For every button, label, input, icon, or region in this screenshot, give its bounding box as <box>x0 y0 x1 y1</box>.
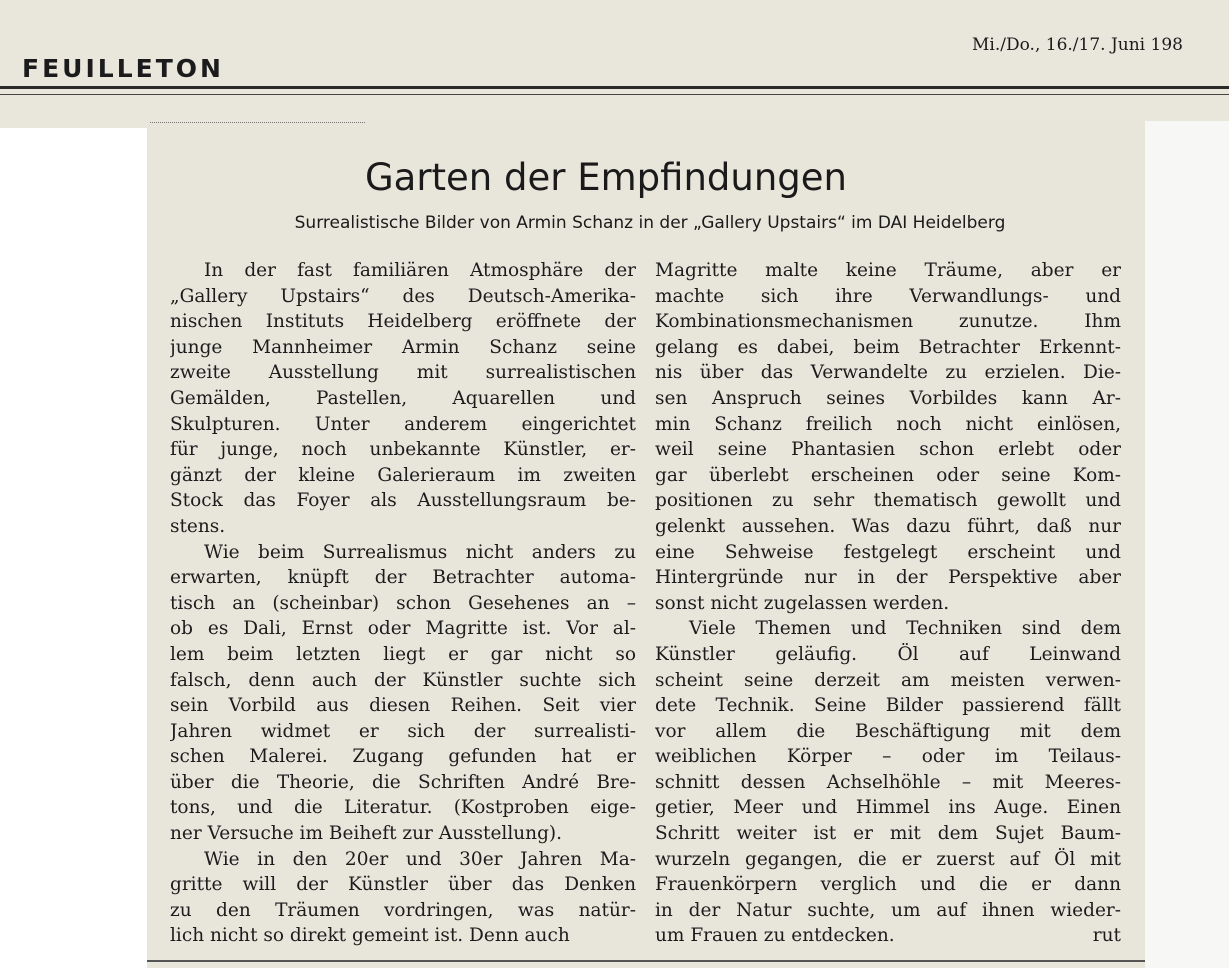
text-line-content: für junge, noch unbekannte Künstler, er- <box>170 439 636 461</box>
text-line <box>655 693 1121 719</box>
text-line <box>170 463 636 489</box>
text-line-content: sonst nicht zugelassen werden. <box>655 592 950 614</box>
text-line-content: Frauenkörpern verglich und die er dann <box>655 874 1121 896</box>
text-line-content: sein Vorbild aus diesen Reihen. Seit vier <box>170 695 636 717</box>
text-line-content: schen Malerei. Zugang gefunden hat er <box>170 746 636 768</box>
header-rule-thin <box>0 94 1229 95</box>
text-line-content: Wie in den 20er und 30er Jahren Ma- <box>204 848 636 870</box>
text-line-content: schnitt dessen Achselhöhle – mit Meeres- <box>655 771 1121 793</box>
text-line-content: min Schanz freilich noch nicht einlösen, <box>655 413 1121 435</box>
text-line-content: Hintergründe nur in der Perspektive aber <box>655 567 1121 589</box>
text-line-content: gelang es dabei, beim Betrachter Erkennt- <box>655 336 1121 358</box>
text-line <box>655 591 1121 617</box>
text-line <box>655 770 1121 796</box>
text-line <box>655 923 1121 949</box>
text-line <box>655 437 1121 463</box>
text-line-content: tisch an (scheinbar) schon Gesehenes an – <box>170 592 636 614</box>
text-line <box>655 616 1121 642</box>
text-line-content: gritte will der Künstler über das Denken <box>170 874 636 896</box>
text-line <box>655 488 1121 514</box>
clipping-cut-line <box>150 122 365 123</box>
text-line <box>170 412 636 438</box>
text-line <box>170 514 636 540</box>
text-line-content: weil seine Phantasien schon erlebt oder <box>655 439 1121 461</box>
text-line <box>170 872 636 898</box>
scan-margin <box>1145 121 1229 968</box>
article-column-right <box>655 258 1121 949</box>
text-line <box>170 437 636 463</box>
text-line-content: scheint seine derzeit am meisten verwen- <box>655 669 1121 691</box>
text-line-content: um Frauen zu entdecken. <box>655 925 895 947</box>
text-line-content: lem beim letzten liegt er gar nicht so <box>170 643 636 665</box>
text-line-content: eine Sehweise festgelegt erscheint und <box>655 541 1121 563</box>
text-line-content: Skulpturen. Unter anderem eingerichtet <box>170 413 636 435</box>
text-line-content: getier, Meer und Himmel ins Auge. Einen <box>655 797 1121 819</box>
text-line <box>655 412 1121 438</box>
text-line <box>170 335 636 361</box>
text-line <box>655 847 1121 873</box>
text-line-content: weiblichen Körper – oder im Teilaus- <box>655 746 1121 768</box>
text-line-content: junge Mannheimer Armin Schanz seine <box>170 336 636 358</box>
text-line-content: sen Anspruch seines Vorbildes kann Ar- <box>655 387 1121 409</box>
text-line <box>170 591 636 617</box>
text-line <box>655 565 1121 591</box>
text-line <box>170 488 636 514</box>
text-line <box>655 463 1121 489</box>
text-line-content: wurzeln gegangen, die er zuerst auf Öl mit <box>655 848 1121 870</box>
text-line <box>170 744 636 770</box>
text-line-content: erwarten, knüpft der Betrachter automa- <box>170 567 636 589</box>
text-line <box>170 360 636 386</box>
section-label: FEUILLETON <box>22 54 224 83</box>
article-headline: Garten der Empfindungen <box>364 156 847 199</box>
text-line-content: falsch, denn auch der Künstler suchte sich <box>170 669 636 691</box>
text-line <box>655 872 1121 898</box>
text-line-content: zweite Ausstellung mit surrealistischen <box>170 362 636 384</box>
text-line-content: gänzt der kleine Galerieraum im zweiten <box>170 464 636 486</box>
text-line-content: Schritt weiter ist er mit dem Sujet Baum- <box>655 823 1121 845</box>
text-line <box>655 360 1121 386</box>
text-line <box>170 565 636 591</box>
text-line-content: dete Technik. Seine Bilder passierend fällt <box>655 695 1121 717</box>
author-signature: rut <box>1092 925 1121 947</box>
text-line-content: Magritte malte keine Träume, aber er <box>655 260 1121 281</box>
text-line-content: lich nicht so direkt gemeint ist. Denn auch <box>170 925 570 947</box>
text-line <box>170 540 636 566</box>
text-line <box>655 821 1121 847</box>
text-line <box>655 719 1121 745</box>
text-line <box>655 668 1121 694</box>
text-line-content: ob es Dali, Ernst oder Magritte ist. Vor al- <box>170 618 636 640</box>
text-line <box>170 770 636 796</box>
article-column-left <box>170 258 636 949</box>
text-line-content: Gemälden, Pastellen, Aquarellen und <box>170 387 636 409</box>
text-line <box>655 540 1121 566</box>
text-line <box>655 514 1121 540</box>
text-line-content: In der fast familiären Atmosphäre der <box>204 260 636 281</box>
text-line <box>170 668 636 694</box>
text-line <box>655 335 1121 361</box>
text-line <box>655 258 1121 284</box>
text-line-content: stens. <box>170 515 226 537</box>
text-line <box>170 258 636 284</box>
text-line-content: Viele Themen und Techniken sind dem <box>689 618 1121 640</box>
text-line-content: nischen Instituts Heidelberg eröffnete der <box>170 311 636 333</box>
text-line <box>170 898 636 924</box>
text-line-content: Jahren widmet er sich der surrealisti- <box>170 720 636 742</box>
text-line-content: „Gallery Upstairs“ des Deutsch-Amerika- <box>170 285 636 307</box>
text-line <box>170 284 636 310</box>
text-line <box>170 923 636 949</box>
text-line-content: Kombinationsmechanismen zunutze. Ihm <box>655 311 1121 333</box>
text-line-content: gar überlebt erscheinen oder seine Kom- <box>655 464 1121 486</box>
text-line <box>655 284 1121 310</box>
text-line <box>655 744 1121 770</box>
text-line-content: in der Natur suchte, um auf ihnen wieder- <box>655 899 1121 921</box>
text-line-content: gelenkt aussehen. Was dazu führt, daß nur <box>655 515 1121 537</box>
header-rule <box>0 86 1229 89</box>
text-line-content: ner Versuche im Beiheft zur Ausstellung). <box>170 823 563 845</box>
text-line <box>655 386 1121 412</box>
text-line-content: nis über das Verwandelte zu erzielen. Die- <box>655 362 1121 384</box>
text-line <box>170 795 636 821</box>
text-line-content: Wie beim Surrealismus nicht anders zu <box>204 541 636 563</box>
bottom-rule <box>147 960 1145 962</box>
text-line <box>170 693 636 719</box>
article-subheadline: Surrealistische Bilder von Armin Schanz in der „Gallery Upstairs“ im DAI Heidelberg <box>294 213 1006 233</box>
issue-date: Mi./Do., 16./17. Juni 198 <box>972 35 1183 55</box>
text-line <box>170 386 636 412</box>
text-line-content: positionen zu sehr thematisch gewollt und <box>655 490 1121 512</box>
text-line <box>655 898 1121 924</box>
text-line <box>170 616 636 642</box>
text-line <box>170 847 636 873</box>
text-line <box>170 719 636 745</box>
text-line-content: Stock das Foyer als Ausstellungsraum be- <box>170 490 636 512</box>
text-line <box>170 642 636 668</box>
text-line-content: vor allem die Beschäftigung mit dem <box>655 720 1121 742</box>
text-line <box>170 309 636 335</box>
text-line <box>655 642 1121 668</box>
text-line <box>655 309 1121 335</box>
text-line <box>170 821 636 847</box>
text-line-content: über die Theorie, die Schriften André Bre- <box>170 771 636 793</box>
text-line-content: tons, und die Literatur. (Kostproben eige- <box>170 797 636 819</box>
text-line-content: Künstler geläufig. Öl auf Leinwand <box>655 643 1121 665</box>
text-line <box>655 795 1121 821</box>
text-line-content: zu den Träumen vordringen, was natür- <box>170 899 636 921</box>
text-line-content: machte sich ihre Verwandlungs- und <box>655 285 1121 307</box>
